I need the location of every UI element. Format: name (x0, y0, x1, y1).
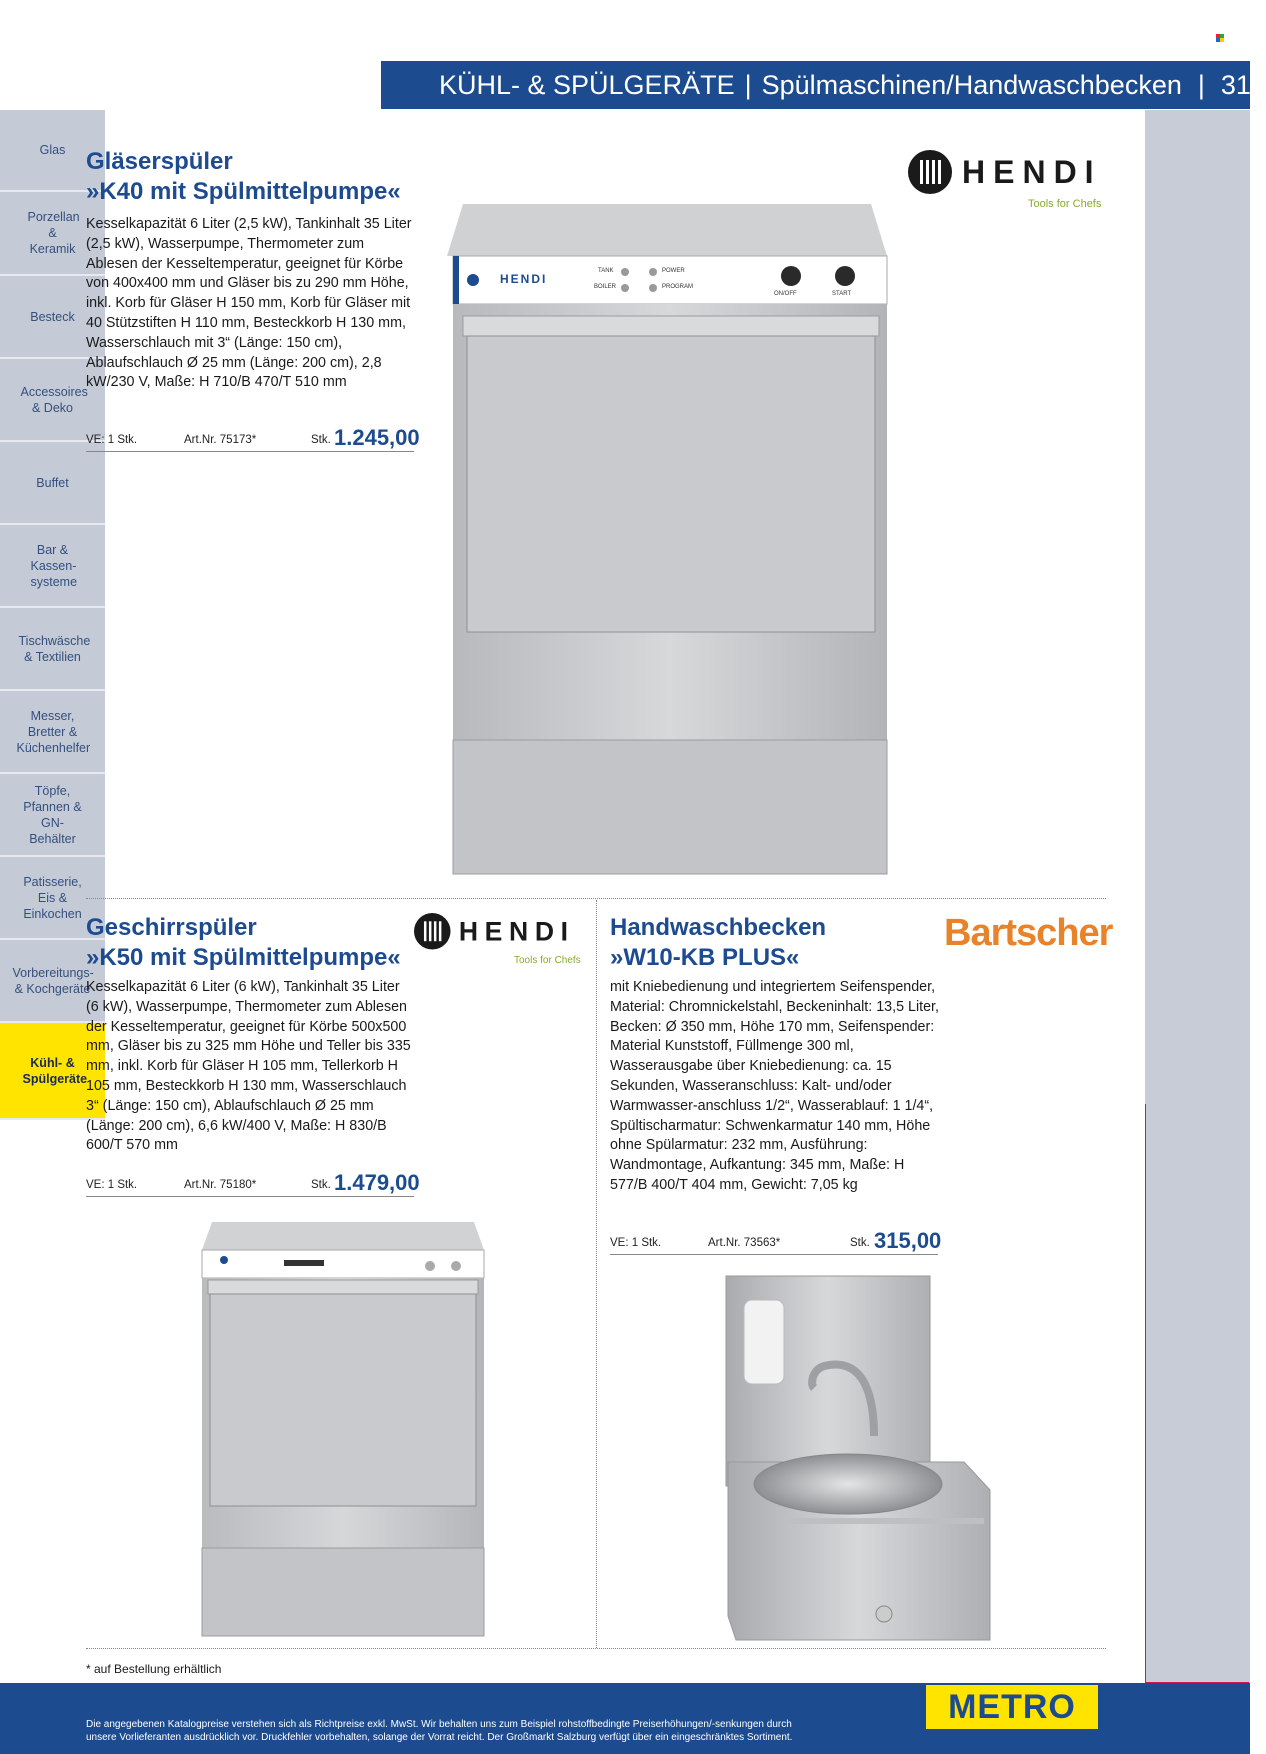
panel-program-label: PROGRAM (662, 284, 694, 290)
panel-onoff-label: ON/OFF (774, 291, 797, 297)
panel-tank-label: TANK (598, 268, 614, 274)
art-number: Art.Nr. 75180* (184, 1179, 257, 1191)
dishwasher-k50-image (202, 1222, 484, 1636)
tab-label: Töpfe, Pfannen & GN-Behälter (23, 783, 82, 846)
tab-buffet[interactable] (0, 442, 105, 525)
hendi-fork-icon (908, 150, 952, 194)
unit-label: Stk. (311, 1179, 331, 1191)
tab-label: Bar & Kassen-systeme (30, 542, 78, 589)
section-divider (86, 898, 1106, 899)
tab-label: Messer, Bretter & Küchenhelfer (16, 708, 91, 755)
hendi-tagline: Tools for Chefs (1028, 198, 1102, 210)
hendi-wordmark: HENDI (458, 915, 575, 946)
corner-marks (1216, 34, 1224, 42)
price: 315,00 (874, 1228, 942, 1253)
unit-label: Stk. (311, 434, 331, 446)
ve-label: VE: 1 Stk. (86, 434, 138, 446)
footer-line1: Die angegebenen Katalogpreise verstehen sich als Richtpreise exkl. MwSt. Wir behalten uns zum Beispiel rohstoffbedingte Preiserhöhungen/-senkungen durch (86, 1719, 792, 1730)
art-number: Art.Nr. 73563* (708, 1237, 781, 1249)
hendi-fork-icon (414, 913, 451, 950)
price-row (86, 425, 420, 452)
tab-label: Glas (39, 143, 66, 157)
product-title (86, 147, 446, 207)
dishwasher-k40-image (447, 204, 892, 874)
product-title-line1: Gläserspüler (86, 148, 233, 175)
page-number: 319 (1220, 70, 1266, 100)
tab-toepfe[interactable] (0, 774, 105, 857)
product-title (610, 913, 910, 973)
ve-label: VE: 1 Stk. (86, 1179, 138, 1191)
art-number: Art.Nr. 75173* (184, 434, 257, 446)
tab-label: Buffet (36, 475, 69, 490)
bottom-divider (86, 1648, 1106, 1649)
tab-label: Tischwäsche & Textilien (18, 633, 91, 664)
page-header: KÜHL- & SPÜLGERÄTE | Spülmaschinen/Handwaschbecken | 319 (381, 61, 1250, 109)
price-row (86, 1170, 420, 1197)
product-description: mit Kniebedienung und integriertem Seifenspender, Material: Chromnickelstahl, Beckeninhalt: 13,5 Liter, Becken: Ø 350 mm, Höhe 170 mm, Seifenspender: Material Kunststoff, Füllmenge 300 ml, Wasserausgabe über Kniebedienung: ca. 15 Sekunden, Wasseranschluss: Kalt- und/oder Warmwasser-anschluss 1/2“, Wasserablauf: 1 1/4“, Spültischarmatur: Schwenkarmatur 140 mm, Höhe ohne Spülarmatur: 232 mm, Ausführung: Wandmontage, Aufkantung: 345 mm, Maße: H 577/B 400/T 404 mm, Gewicht: 7,05 kg (610, 979, 939, 1193)
tab-label: Accessoires & Deko (20, 384, 88, 415)
tab-label: Porzellan & Keramik (27, 210, 80, 256)
tab-rail-rest (1145, 1104, 1249, 1683)
price: 1.245,00 (334, 425, 420, 450)
hendi-logo (414, 913, 575, 950)
price-row (610, 1228, 942, 1255)
hendi-wordmark: HENDI (962, 153, 1102, 190)
tab-bar-kassen[interactable] (0, 525, 105, 608)
tab-label: Kühl- & Spülgeräte (22, 1055, 88, 1086)
price: 1.479,00 (334, 1170, 420, 1195)
metro-logo: METRO (926, 1685, 1098, 1729)
tab-messer[interactable] (0, 691, 105, 774)
product-title-line2: »K40 mit Spülmittelpumpe« (86, 178, 401, 205)
unit-label: Stk. (850, 1237, 870, 1249)
header-section: Spülmaschinen/Handwaschbecken (761, 70, 1182, 100)
hendi-logo (908, 150, 1102, 194)
product-description: Kesselkapazität 6 Liter (2,5 kW), Tankinhalt 35 Liter (2,5 kW), Wasserpumpe, Thermometer zum Ablesen der Kesseltemperatur, geeignet für Körbe von 400x400 mm und Gläser bis zu 290 mm Höhe, inkl. Korb für Gläser H 150 mm, Korb für Gläser mit 40 Stützstiften H 110 mm, Besteckkorb H 130 mm, Wasserschlauch mit 3“ (Länge: 150 cm), Ablaufschlauch Ø 25 mm (Länge: 200 cm), 2,8 kW/230 V, Maße: H 710/B 470/T 510 mm (86, 216, 412, 391)
footnote: * auf Bestellung erhältlich (86, 1662, 222, 1676)
panel-brand: HENDI (500, 272, 548, 286)
column-divider (596, 900, 597, 1648)
tab-label: Patisserie, Eis & Einkochen (23, 874, 82, 921)
product-title-line2: »K50 mit Spülmittelpumpe« (86, 944, 401, 971)
header-category: KÜHL- & SPÜLGERÄTE (439, 70, 735, 100)
panel-boiler-label: BOILER (594, 284, 617, 290)
tab-tischwaesche[interactable] (0, 608, 105, 691)
product-title-line2: »W10-KB PLUS« (610, 944, 800, 971)
bartscher-logo: Bartscher (944, 912, 1113, 954)
handwash-basin-image (724, 1276, 992, 1640)
footer-disclaimer (0, 1683, 922, 1754)
product-title (86, 913, 446, 973)
product-title-line1: Geschirrspüler (86, 914, 257, 941)
footer-line2: unsere Vorlieferanten ausdrücklich vor. Druckfehler vorbehalten, solange der Vorrat reicht. Der Großmarkt Salzburg verfügt über ein eingeschränktes Sortiment. (86, 1732, 793, 1743)
product-title-line1: Handwaschbecken (610, 914, 827, 941)
panel-start-label: START (832, 291, 852, 297)
tab-label: Besteck (30, 309, 75, 324)
hendi-tagline: Tools for Chefs (514, 955, 581, 966)
ve-label: VE: 1 Stk. (610, 1237, 662, 1249)
panel-power-label: POWER (662, 268, 685, 274)
tab-label: Vorbereitungs- & Kochgeräte (12, 965, 94, 996)
product-description: Kesselkapazität 6 Liter (6 kW), Tankinhalt 35 Liter (6 kW), Wasserpumpe, Thermometer zum Ablesen der Kesseltemperatur, geeignet für Körbe 500x500 mm, Gläser bis zu 325 mm Höhe und Teller bis 335 mm, inkl. Korb für Gläser H 105 mm, Tellerkorb H 105 mm, Besteckkorb H 130 mm, Wasserschlauch 3“ (Länge: 150 cm), Ablaufschlauch Ø 25 mm (Länge: 200 cm), 6,6 kW/400 V, Maße: H 830/B 600/T 570 mm (86, 979, 411, 1154)
